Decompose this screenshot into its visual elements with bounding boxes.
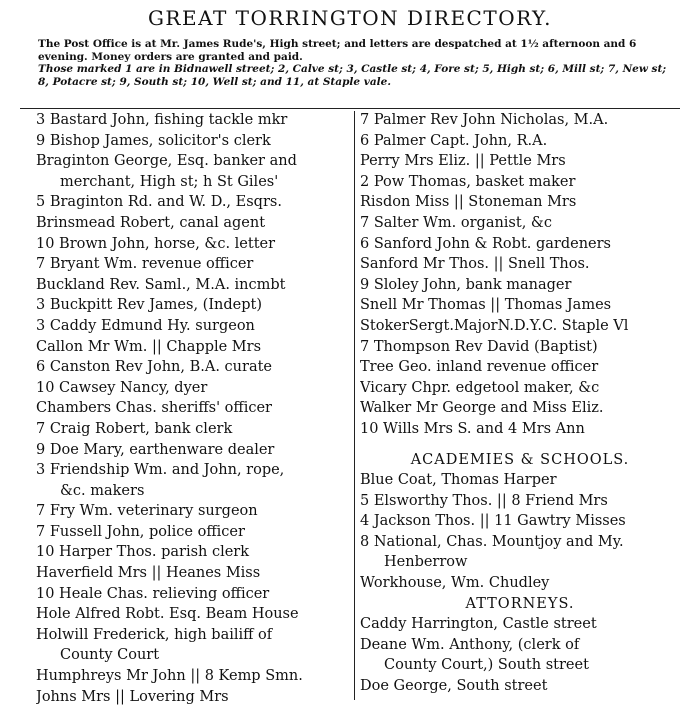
directory-entry: Buckland Rev. Saml., M.A. incmbt xyxy=(36,276,286,293)
directory-entry: Braginton George, Esq. banker and xyxy=(36,153,297,170)
right-column xyxy=(360,110,680,697)
directory-entry: 3 Friendship Wm. and John, rope, xyxy=(36,462,285,479)
directory-entry: 7 Fussell John, police officer xyxy=(36,523,245,540)
directory-entry: Tree Geo. inland revenue officer xyxy=(360,359,599,376)
directory-entry: StokerSergt.MajorN.D.Y.C. Staple Vl xyxy=(360,317,629,334)
section-spacer xyxy=(360,440,680,450)
directory-entry: Haverfield Mrs || Heanes Miss xyxy=(36,565,261,582)
section-heading: ACADEMIES & SCHOOLS. xyxy=(410,451,630,468)
directory-entry: Johns Mrs || Lovering Mrs xyxy=(36,688,229,705)
directory-entry: merchant, High st; h St Giles' xyxy=(60,173,279,190)
directory-entry: Chambers Chas. sheriffs' officer xyxy=(36,400,272,417)
directory-entry: 9 Doe Mary, earthenware dealer xyxy=(36,441,275,458)
directory-entry: County Court,) South street xyxy=(384,657,589,674)
directory-entry: Workhouse, Wm. Chudley xyxy=(360,575,550,592)
directory-entry: 4 Jackson Thos. || 11 Gawtry Misses xyxy=(360,513,626,530)
directory-entry: Snell Mr Thomas || Thomas James xyxy=(360,297,612,314)
directory-entry: Brinsmead Robert, canal agent xyxy=(36,214,266,231)
directory-entry: 3 Bastard John, fishing tackle mkr xyxy=(36,112,288,128)
directory-entry: Sanford Mr Thos. || Snell Thos. xyxy=(360,256,590,273)
directory-entry: 9 Sloley John, bank manager xyxy=(360,276,572,293)
intro-block xyxy=(38,38,668,88)
directory-entry: 7 Bryant Wm. revenue officer xyxy=(36,256,254,273)
directory-entry: Deane Wm. Anthony, (clerk of xyxy=(360,636,580,653)
section-heading: ATTORNEYS. xyxy=(465,595,575,612)
directory-entry: County Court xyxy=(60,647,160,664)
directory-entry: 6 Canston Rev John, B.A. curate xyxy=(36,359,272,376)
directory-entry: Doe George, South street xyxy=(360,678,548,695)
directory-entry: Callon Mr Wm. || Chapple Mrs xyxy=(36,338,262,355)
directory-entry: 10 Brown John, horse, &c. letter xyxy=(36,235,276,252)
directory-entry: 5 Elsworthy Thos. || 8 Friend Mrs xyxy=(360,492,608,509)
directory-entry: &c. makers xyxy=(60,482,145,499)
directory-entry: Holwill Frederick, high bailiff of xyxy=(36,626,273,643)
directory-entry: Walker Mr George and Miss Eliz. xyxy=(360,400,604,417)
directory-entry: Perry Mrs Eliz. || Pettle Mrs xyxy=(360,153,566,170)
directory-entry: Caddy Harrington, Castle street xyxy=(360,616,597,633)
column-divider xyxy=(354,111,355,700)
directory-entry: Risdon Miss || Stoneman Mrs xyxy=(360,194,577,211)
directory-entry: Blue Coat, Thomas Harper xyxy=(360,472,557,489)
directory-entry: 9 Bishop James, solicitor's clerk xyxy=(36,132,271,149)
header-rule xyxy=(20,108,680,109)
street-legend: Those marked 1 are in Bidnawell street; 2, Calve st; 3, Castle st; 4, Fore st; 5, High st; 6, Mill st; 7, New st; 8, Potacre st; 9, South st; 10, Well st; and 11, at Staple vale. xyxy=(38,63,667,88)
directory-entry: Henberrow xyxy=(384,554,468,571)
directory-entry: 7 Palmer Rev John Nicholas, M.A. xyxy=(360,112,609,128)
directory-entry: 5 Braginton Rd. and W. D., Esqrs. xyxy=(36,194,282,211)
directory-entry: 10 Heale Chas. relieving officer xyxy=(36,585,270,602)
directory-entry: Humphreys Mr John || 8 Kemp Smn. xyxy=(36,668,303,685)
directory-entry: 3 Buckpitt Rev James, (Indept) xyxy=(36,297,263,314)
directory-entry: 7 Fry Wm. veterinary surgeon xyxy=(36,503,258,520)
page-title: GREAT TORRINGTON DIRECTORY. xyxy=(147,6,553,30)
directory-entry: 7 Salter Wm. organist, &c xyxy=(360,214,552,231)
directory-entry: Hole Alfred Robt. Esq. Beam House xyxy=(36,606,299,623)
directory-entry: 10 Wills Mrs S. and 4 Mrs Ann xyxy=(360,420,585,437)
directory-entry: 3 Caddy Edmund Hy. surgeon xyxy=(36,317,255,334)
directory-entry: 2 Pow Thomas, basket maker xyxy=(360,173,576,190)
directory-entry: 8 National, Chas. Mountjoy and My. xyxy=(360,533,624,550)
directory-entry: 10 Harper Thos. parish clerk xyxy=(36,544,250,561)
directory-entry: 7 Thompson Rev David (Baptist) xyxy=(360,338,598,355)
post-office-note: The Post Office is at Mr. James Rude's, High street; and letters are despatched at 1½ afternoon and 6 evening. Money orders are granted and paid. xyxy=(38,38,637,63)
directory-entry: 7 Craig Robert, bank clerk xyxy=(36,420,233,437)
directory-entry: 6 Palmer Capt. John, R.A. xyxy=(360,132,548,149)
directory-entry: 6 Sanford John & Robt. gardeners xyxy=(360,235,612,252)
directory-entry: Vicary Chpr. edgetool maker, &c xyxy=(360,379,600,396)
left-column xyxy=(36,110,348,707)
directory-entry: 10 Cawsey Nancy, dyer xyxy=(36,379,208,396)
